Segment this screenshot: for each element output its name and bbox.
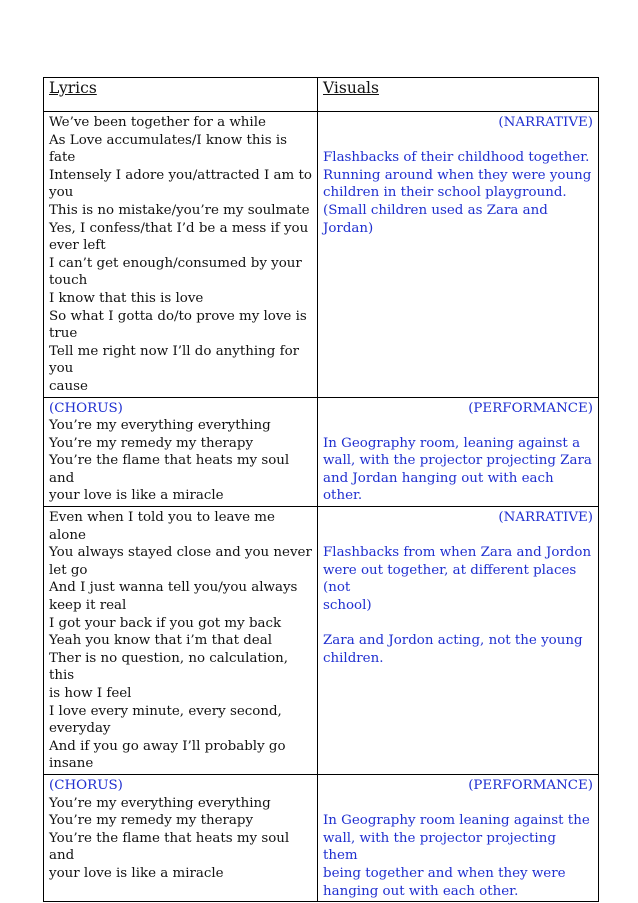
visual-type-tag: (NARRATIVE) (498, 115, 593, 130)
visual-line: hanging out with each other. (323, 883, 519, 899)
lyric-line: Yes, I confess/that I’d be a mess if you (49, 220, 309, 236)
lyric-line: insane (49, 756, 94, 772)
lyric-line: you (49, 185, 74, 201)
visuals-cell (318, 507, 599, 775)
lyric-line: Ther is no question, no calculation, this (49, 650, 289, 684)
lyric-line: You’re the flame that heats my soul and (49, 830, 290, 864)
lyric-line: You’re my remedy my therapy (49, 813, 254, 829)
lyric-line: your love is like a miracle (49, 865, 224, 881)
lyric-line: You always stayed close and you never (49, 545, 312, 561)
visual-line: being together and when they were (323, 865, 566, 881)
visual-line: (Small children used as Zara and Jordan) (323, 202, 548, 236)
visual-line: In Geography room, leaning against a (323, 435, 581, 451)
visual-line: were out together, at different places (not (323, 562, 577, 596)
document-page (43, 77, 598, 902)
visuals-cell (318, 774, 599, 901)
lyrics-cell (44, 507, 318, 775)
lyric-line: I know that this is love (49, 290, 204, 306)
visual-line: wall, with the projector projecting them (323, 830, 556, 864)
lyric-line: I got your back if you got my back (49, 615, 282, 631)
visual-line: Zara and Jordon acting, not the young (323, 633, 583, 649)
table-row (44, 112, 599, 398)
lyric-line: is how I feel (49, 686, 132, 701)
lyric-line: This is no mistake/you’re my soulmate (49, 202, 310, 218)
lyrics-cell (44, 397, 318, 507)
visuals-cell (318, 112, 599, 398)
visual-line: Flashbacks from when Zara and Jordon (323, 545, 592, 561)
chorus-label: (CHORUS) (49, 400, 123, 416)
table-row (44, 774, 599, 901)
visual-line: Running around when they were young (323, 167, 592, 183)
lyrics-cell (44, 112, 318, 398)
visual-line: In Geography room leaning against the (323, 813, 590, 829)
lyric-line: And I just wanna tell you/you always (49, 580, 298, 596)
visual-line: wall, with the projector projecting Zara (323, 453, 592, 469)
table-header-row (44, 78, 599, 112)
lyric-line: As Love accumulates/I know this is fate (49, 132, 288, 166)
table-row (44, 397, 599, 507)
visual-line: school) (323, 598, 372, 614)
lyric-line: ever left (49, 238, 106, 254)
lyric-line: You’re my everything everything (49, 795, 271, 811)
chorus-label: (CHORUS) (49, 777, 123, 793)
visuals-header-label: Visuals (323, 79, 379, 97)
lyric-line: You’re the flame that heats my soul and (49, 453, 290, 486)
lyric-line: You’re my everything everything (49, 418, 271, 434)
lyric-line: let go (49, 562, 88, 578)
visual-line: children. (323, 650, 384, 666)
lyric-line: Intensely I adore you/attracted I am to (49, 167, 312, 183)
visual-line: children in their school playground. (323, 185, 567, 201)
lyric-line: Tell me right now I’ll do anything for you (49, 343, 300, 377)
lyric-line: touch (49, 273, 88, 289)
lyrics-column-header (44, 78, 318, 112)
lyrics-header-label: Lyrics (49, 79, 97, 97)
lyrics-visuals-table (43, 77, 599, 902)
lyric-line: true (49, 326, 78, 342)
lyric-line: keep it real (49, 598, 127, 614)
visuals-cell (318, 397, 599, 507)
lyric-line: We’ve been together for a while (49, 115, 266, 130)
lyric-line: everyday (49, 721, 111, 737)
lyric-line: Even when I told you to leave me alone (49, 510, 275, 543)
lyric-line: You’re my remedy my therapy (49, 435, 254, 451)
visual-line: and Jordan hanging out with each other. (323, 470, 554, 504)
visuals-column-header (318, 78, 599, 112)
table-row (44, 507, 599, 775)
visual-line: Flashbacks of their childhood together. (323, 150, 590, 166)
visual-type-tag: (PERFORMANCE) (468, 777, 593, 793)
lyric-line: And if you go away I’ll probably go (49, 738, 286, 754)
lyrics-cell (44, 774, 318, 901)
lyric-line: I can’t get enough/consumed by your (49, 255, 302, 271)
visual-type-tag: (NARRATIVE) (498, 510, 593, 526)
visual-type-tag: (PERFORMANCE) (468, 400, 593, 416)
lyric-line: So what I gotta do/to prove my love is (49, 308, 307, 324)
lyric-line: your love is like a miracle (49, 488, 224, 504)
lyric-line: cause (49, 378, 88, 394)
lyric-line: I love every minute, every second, (49, 703, 282, 719)
lyric-line: Yeah you know that i’m that deal (49, 633, 272, 649)
